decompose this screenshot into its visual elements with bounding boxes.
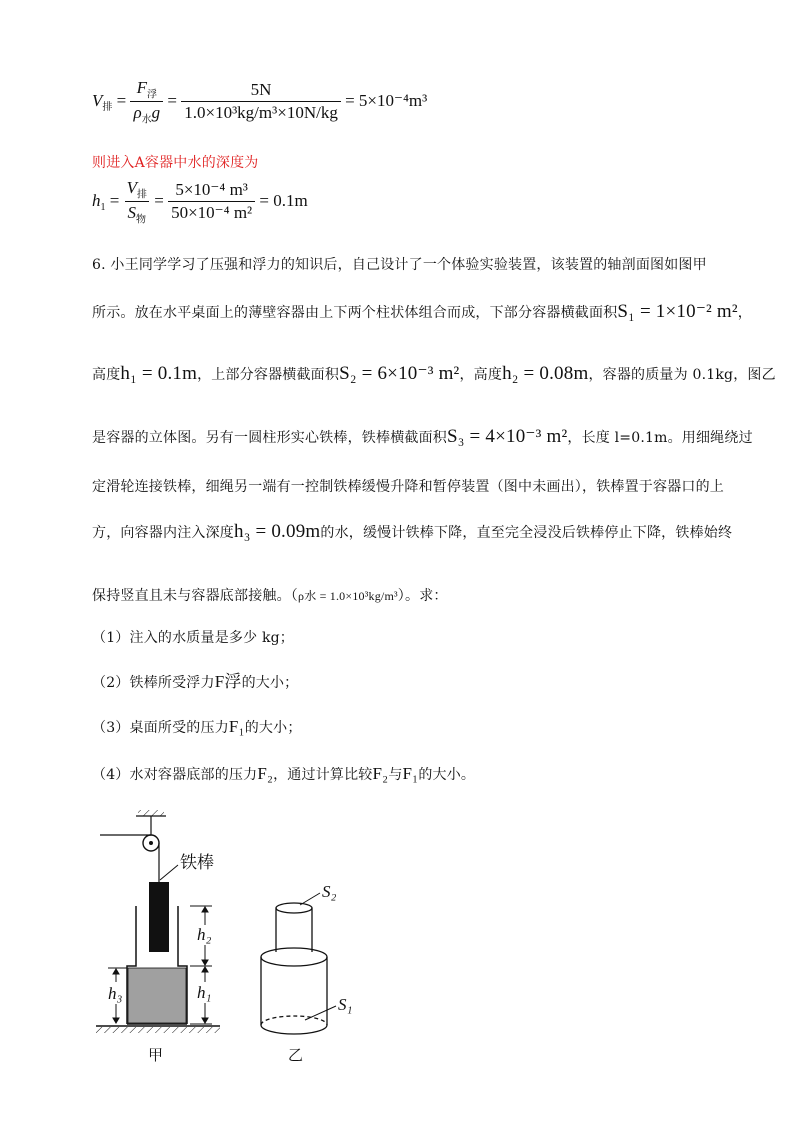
question-line-2: 所示。放在水平桌面上的薄壁容器由上下两个柱状体组合而成，下部分容器横截面积S₁ = 1×10⁻² m²， — [92, 301, 752, 322]
question-line-5: 定滑轮连接铁棒，细绳另一端有一控制铁棒缓慢升降和暂停装置（图中未画出），铁棒置于容器口的上 — [92, 479, 724, 495]
question-line-4: 是容器的立体图。另有一圆柱形实心铁棒，铁棒横截面积S₃ = 4×10⁻³ m²，长度 l=0.1m。用细绳绕过 — [92, 426, 753, 447]
caption-yi: 乙 — [288, 1046, 304, 1064]
depth-note: 则进入A容器中水的深度为 — [92, 155, 259, 171]
h2-label: h₂ — [197, 925, 212, 944]
container-3d — [261, 893, 336, 1034]
question-line-6: 方，向容器内注入深度h₃ = 0.09m的水，缓慢计铁棒下降，直至完全浸没后铁棒停止下降，铁棒始终 — [92, 521, 733, 542]
v-result: = 5×10⁻⁴m³ — [345, 90, 428, 110]
pulley — [143, 835, 159, 851]
subquestion-2: （2）铁棒所受浮力F浮的大小； — [92, 672, 299, 691]
h1-label: h₁ — [197, 983, 212, 1002]
subquestion-4: （4）水对容器底部的压力F₂，通过计算比较F₂与F₁的大小。 — [92, 764, 476, 783]
h2-expression: h₂ = 0.08m — [502, 363, 589, 384]
question-line-1: 6. 小王同学学习了压强和浮力的知识后，自己设计了一个体验实验装置，该装置的轴剖面图如图甲 — [92, 257, 707, 273]
question-line-3: 高度h₁ = 0.1m，上部分容器横截面积S₂ = 6×10⁻³ m²，高度h₂ = 0.08m，容器的质量为 0.1kg，图乙 — [92, 363, 776, 384]
v-symbol: V — [92, 90, 103, 110]
table-surface — [96, 1026, 220, 1033]
water — [128, 968, 186, 1023]
volume-formula: $V_排$ = $\frac{F_浮}{\rho_水g}$ = $\frac{5N}{\text{1.0×10³kg/m³×10N/kg}}$ = 5×10⁻⁴m³ — [92, 78, 428, 126]
s2-label: S₂ — [322, 882, 337, 901]
depth-formula: $h_1$ = $\frac{V_排}{S_物}$ = $\frac{\text{5×10⁻⁴ m³}}{\text{50×10⁻⁴ m²}}$ = 0.1m — [92, 178, 308, 226]
f2-symbol: F₂ — [257, 764, 274, 783]
v-fraction-1: $\frac{F_浮}{\rho_水g}$ — [130, 78, 163, 126]
question-line-7: 保持竖直且未与容器底部接触。（ρ水 = 1.0×10³kg/m³）。求： — [92, 588, 448, 604]
s1-expression: S₁ = 1×10⁻² m² — [617, 301, 738, 322]
question-number: 6. — [92, 257, 106, 273]
iron-rod — [149, 882, 169, 952]
v-fraction-2: $\frac{5N}{\text{1.0×10³kg/m³×10N/kg}}$ — [181, 80, 341, 123]
rod-label: 铁棒 — [180, 853, 214, 873]
h1-expression: h₁ = 0.1m — [120, 363, 198, 384]
h3-label: h₃ — [108, 984, 123, 1003]
s3-expression: S₃ = 4×10⁻³ m² — [447, 426, 568, 447]
v-subscript: 排 — [102, 102, 113, 114]
s1-label: S₁ — [338, 995, 353, 1014]
s2-expression: S₂ = 6×10⁻³ m² — [339, 363, 460, 384]
h3-expression: h₃ = 0.09m — [234, 521, 321, 542]
caption-jia: 甲 — [148, 1046, 164, 1064]
subquestion-3: （3）桌面所受的压力F₁的大小； — [92, 717, 302, 736]
h-fraction-1: $\frac{V_排}{S_物}$ — [124, 178, 150, 226]
h-result: = 0.1m — [259, 190, 308, 210]
h-fraction-2: $\frac{\text{5×10⁻⁴ m³}}{\text{50×10⁻⁴ m²}}$ — [168, 180, 255, 223]
f1-symbol: F₁ — [228, 717, 245, 736]
subquestion-1: （1）注入的水质量是多少 kg； — [92, 630, 295, 646]
f-buoyancy-symbol: F浮 — [214, 672, 242, 691]
rho-expression: ρ水 = 1.0×10³kg/m³ — [298, 589, 398, 603]
